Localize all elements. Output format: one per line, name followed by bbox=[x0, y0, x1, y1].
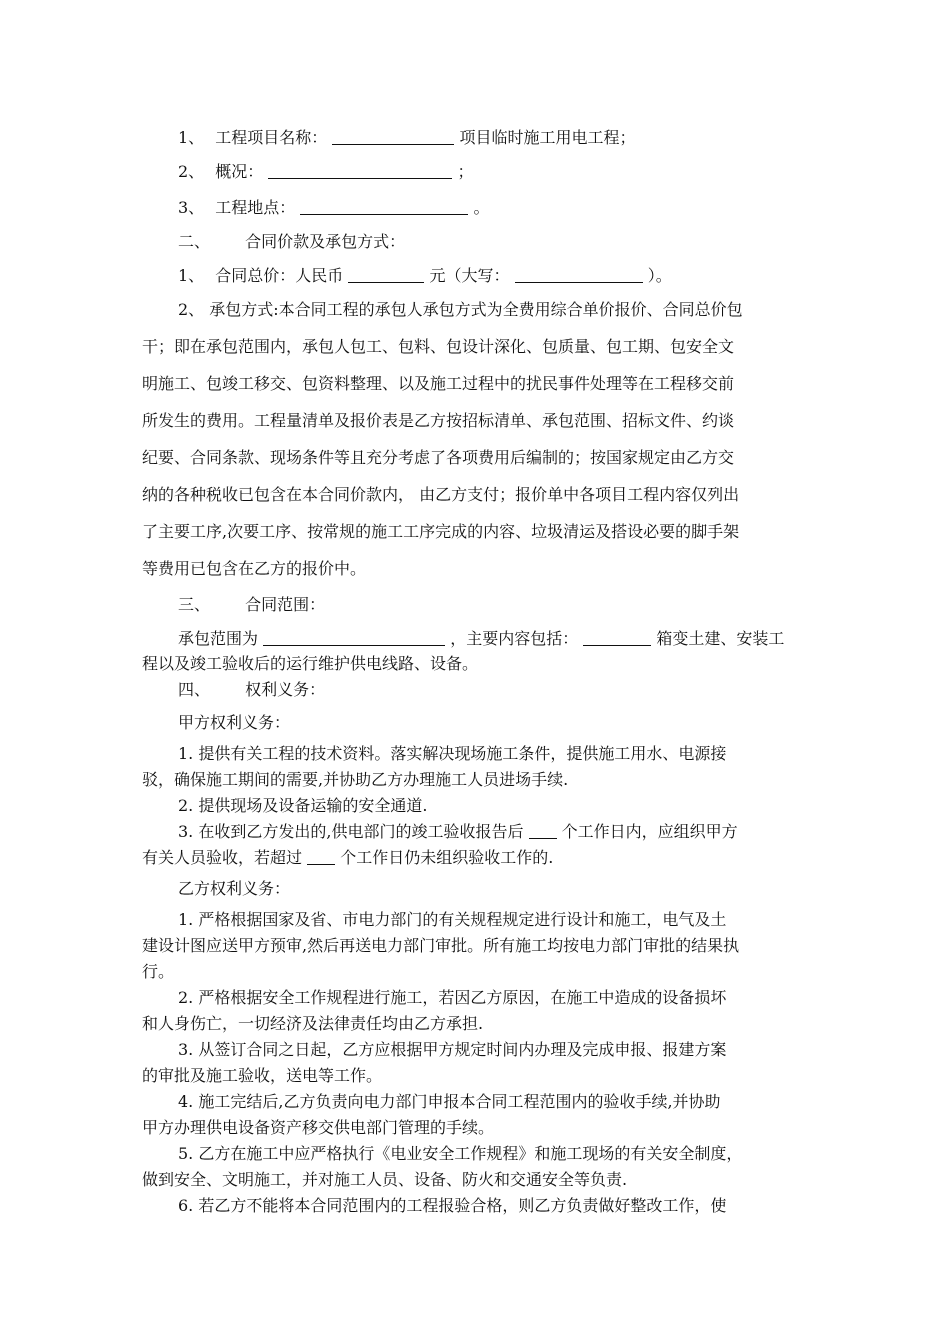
fill-blank bbox=[348, 266, 424, 283]
party-b-title: 乙方权利义务： bbox=[178, 879, 291, 898]
fill-blank bbox=[332, 128, 454, 145]
item-text: 元（大写： bbox=[429, 266, 510, 285]
fill-blank bbox=[300, 198, 468, 215]
party-a-item bbox=[142, 848, 553, 868]
scope-line bbox=[178, 629, 784, 649]
item-text: 有关人员验收，若超过 bbox=[142, 848, 303, 867]
paragraph-line: 干；即在承包范围内，承包人包工、包料、包设计深化、包质量、包工期、包安全文 bbox=[142, 337, 735, 356]
item-total-price bbox=[178, 266, 672, 286]
party-a-item: 1. 提供有关工程的技术资料。落实解决现场施工条件，提供施工用水、电源接 bbox=[178, 744, 727, 763]
item-location bbox=[178, 198, 490, 218]
item-text: 3. 在收到乙方发出的,供电部门的竣工验收报告后 bbox=[178, 822, 524, 841]
party-b-item: 5. 乙方在施工中应严格执行《电业安全工作规程》和施工现场的有关安全制度， bbox=[178, 1144, 743, 1163]
scope-text: 箱变土建、安装工 bbox=[656, 629, 785, 648]
party-a-item bbox=[178, 822, 738, 842]
item-text: 。 bbox=[473, 198, 490, 217]
party-a-item: 驳，确保施工期间的需要,并协助乙方办理施工人员进场手续. bbox=[142, 770, 569, 789]
party-b-item: 甲方办理供电设备资产移交供电部门管理的手续。 bbox=[142, 1118, 495, 1137]
item-label: 概况： bbox=[215, 162, 264, 181]
item-number: 1、 bbox=[178, 128, 205, 147]
fill-blank bbox=[268, 162, 452, 179]
scope-line: 程以及竣工验收后的运行维护供电线路、设备。 bbox=[142, 654, 479, 673]
item-label: 工程地点： bbox=[215, 198, 296, 217]
section-heading-scope bbox=[178, 595, 325, 615]
item-project-name bbox=[178, 128, 636, 148]
party-b-item: 1. 严格根据国家及省、市电力部门的有关规程规定进行设计和施工，电气及土 bbox=[178, 910, 727, 929]
item-text: ； bbox=[457, 162, 474, 181]
paragraph-line: 纪要、合同条款、现场条件等且充分考虑了各项费用后编制的；按国家规定由乙方交 bbox=[142, 448, 735, 467]
scope-label: 承包范围为 bbox=[178, 629, 259, 648]
party-a-item: 2. 提供现场及设备运输的安全通道. bbox=[178, 796, 428, 815]
party-b-item: 行。 bbox=[142, 962, 175, 981]
fill-blank bbox=[529, 822, 557, 839]
item-text: 项目临时施工用电工程； bbox=[459, 128, 636, 147]
item-text: 个工作日内，应组织甲方 bbox=[561, 822, 738, 841]
fill-blank bbox=[515, 266, 643, 283]
item-text: 个工作日仍未组织验收工作的. bbox=[340, 848, 554, 867]
party-a-title: 甲方权利义务： bbox=[178, 713, 291, 732]
section-heading-rights bbox=[178, 680, 325, 700]
item-number: 2、 bbox=[178, 162, 205, 181]
party-b-item: 3. 从签订合同之日起，乙方应根据甲方规定时间内办理及完成申报、报建方案 bbox=[178, 1040, 727, 1059]
heading-number: 三、 bbox=[178, 595, 211, 614]
party-b-item: 2. 严格根据安全工作规程进行施工，若因乙方原因，在施工中造成的设备损坏 bbox=[178, 988, 727, 1007]
paragraph-line: 了主要工序,次要工序、按常规的施工工序完成的内容、垃圾清运及搭设必要的脚手架 bbox=[142, 522, 740, 541]
heading-number: 二、 bbox=[178, 232, 211, 251]
paragraph-line: 纳的各种税收已包含在本合同价款内， 由乙方支付；报价单中各项目工程内容仅列出 bbox=[142, 485, 740, 504]
item-number: 3、 bbox=[178, 198, 205, 217]
item-label: 合同总价：人民币 bbox=[215, 266, 344, 285]
fill-blank bbox=[307, 848, 335, 865]
party-b-item: 的审批及施工验收，送电等工作。 bbox=[142, 1066, 383, 1085]
fill-blank bbox=[583, 629, 651, 646]
party-b-item: 做到安全、文明施工，并对施工人员、设备、防火和交通安全等负责. bbox=[142, 1170, 628, 1189]
heading-text: 合同价款及承包方式： bbox=[245, 232, 406, 251]
section-heading-price bbox=[178, 232, 405, 252]
scope-text: ，主要内容包括： bbox=[450, 629, 579, 648]
party-b-item: 和人身伤亡，一切经济及法律责任均由乙方承担. bbox=[142, 1014, 484, 1033]
paragraph-line: 等费用已包含在乙方的报价中。 bbox=[142, 559, 367, 578]
paragraph-line: 所发生的费用。工程量清单及报价表是乙方按招标清单、承包范围、招标文件、约谈 bbox=[142, 411, 735, 430]
heading-text: 合同范围： bbox=[245, 595, 326, 614]
fill-blank bbox=[263, 629, 445, 646]
paragraph-line: 明施工、包竣工移交、包资料整理、以及施工过程中的扰民事件处理等在工程移交前 bbox=[142, 374, 735, 393]
item-number: 1、 bbox=[178, 266, 205, 285]
paragraph-line: 2、 承包方式:本合同工程的承包人承包方式为全费用综合单价报价、合同总价包 bbox=[178, 300, 743, 319]
party-b-item: 建设计图应送甲方预审,然后再送电力部门审批。所有施工均按电力部门审批的结果执 bbox=[142, 936, 740, 955]
party-b-item: 6. 若乙方不能将本合同范围内的工程报验合格，则乙方负责做好整改工作，使 bbox=[178, 1196, 727, 1215]
item-text: ）。 bbox=[647, 266, 672, 285]
party-b-item: 4. 施工完结后,乙方负责向电力部门申报本合同工程范围内的验收手续,并协助 bbox=[178, 1092, 721, 1111]
item-overview bbox=[178, 162, 474, 182]
heading-number: 四、 bbox=[178, 680, 211, 699]
item-label: 工程项目名称： bbox=[215, 128, 328, 147]
heading-text: 权利义务： bbox=[245, 680, 326, 699]
